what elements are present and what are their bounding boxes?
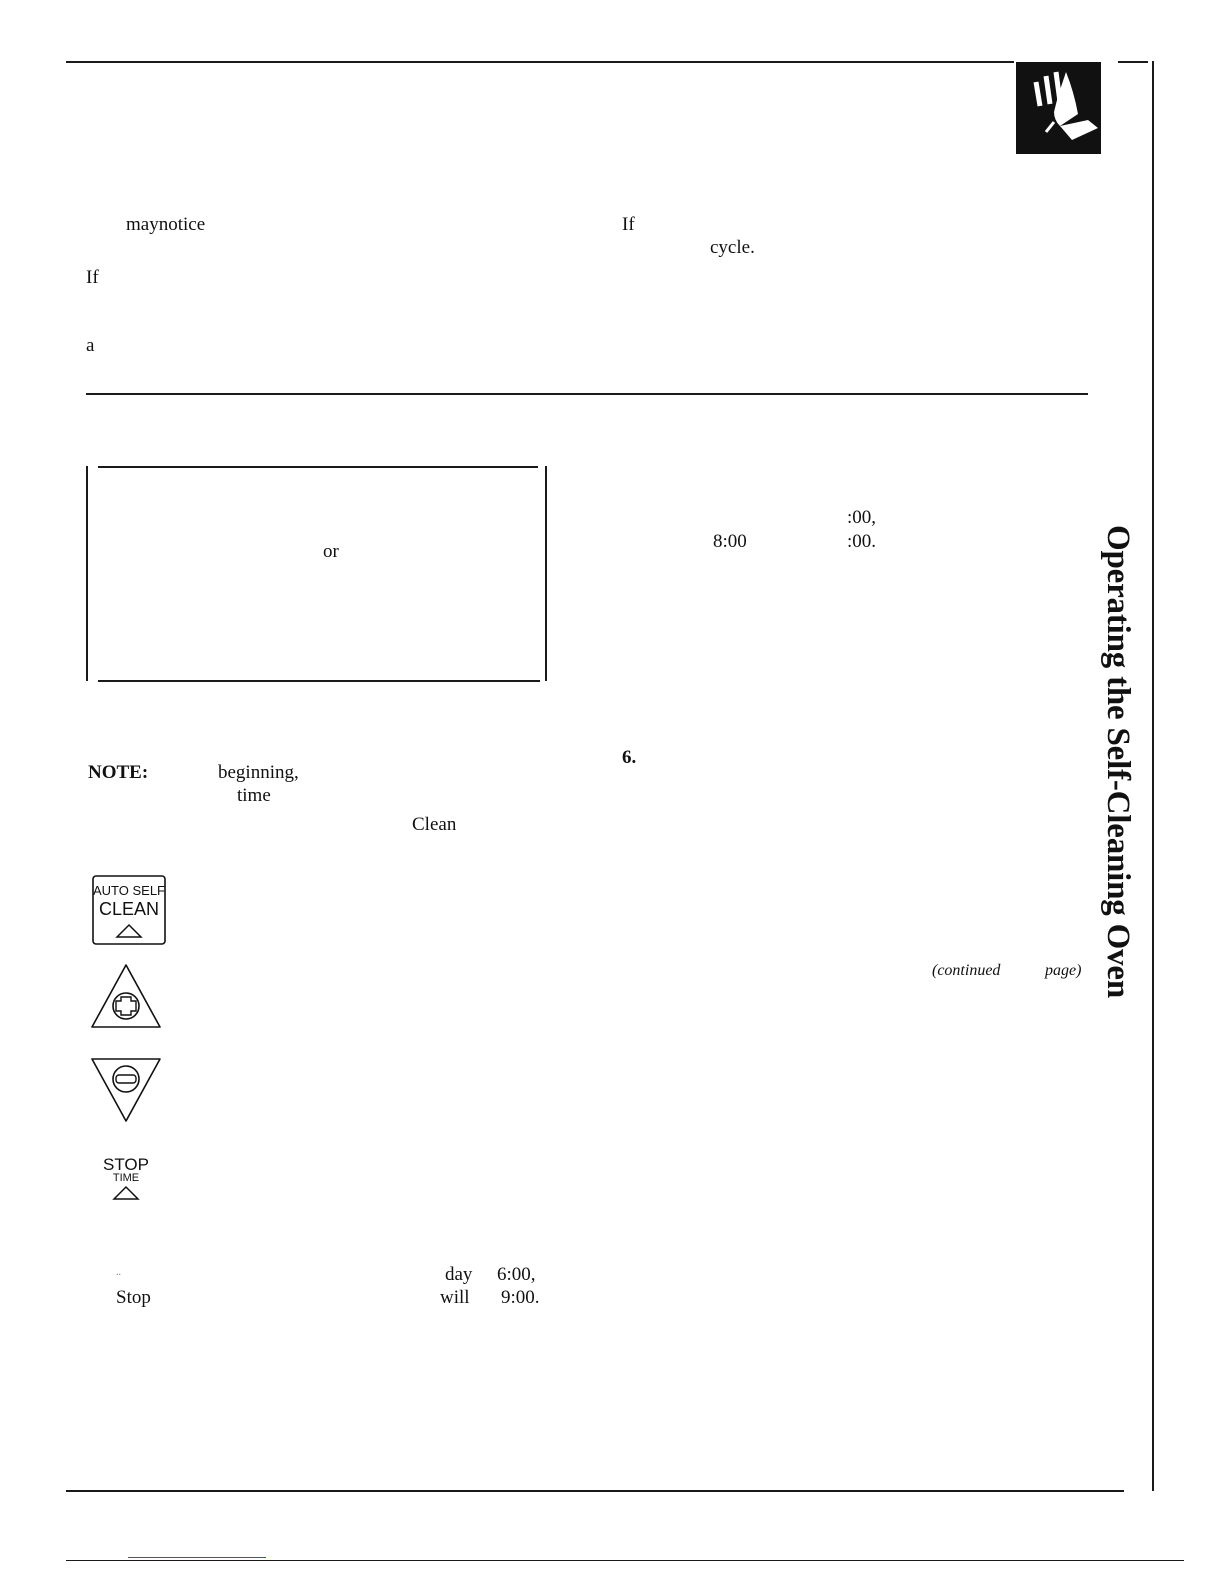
right-mid-time1: :00, — [847, 507, 877, 528]
top-rule-right — [1118, 61, 1148, 63]
right-edge-rule — [1152, 61, 1154, 1491]
example-mark: .. — [116, 1267, 121, 1278]
example-day: day — [445, 1264, 473, 1285]
box-right-edge — [545, 466, 547, 681]
bottom-rule — [66, 1490, 1124, 1492]
box-word: or — [323, 541, 339, 562]
example-will: will — [440, 1287, 470, 1308]
triangle-up-icon — [92, 965, 160, 1027]
stop-time-button[interactable] — [98, 1155, 158, 1203]
right-top-line1: If — [622, 214, 635, 235]
right-top-line2: cycle. — [710, 237, 755, 258]
left-top-line1: maynotice — [126, 214, 206, 235]
minus-button[interactable] — [90, 1057, 162, 1123]
step-number: 6. — [622, 747, 637, 768]
continued-part2: page) — [1045, 962, 1082, 979]
example-time1: 6:00, — [497, 1264, 536, 1285]
left-top-line2: If — [86, 267, 99, 288]
top-rule — [66, 61, 1014, 63]
box-top-edge — [98, 466, 538, 468]
plus-button[interactable] — [90, 963, 162, 1029]
right-mid-time3: :00. — [847, 531, 877, 552]
auto-self-label: AUTO SELF — [92, 883, 165, 898]
section-divider — [86, 393, 1088, 395]
note-word-clean: Clean — [412, 814, 457, 835]
right-mid-time2: 8:00 — [713, 531, 747, 552]
plus-icon — [116, 997, 136, 1015]
triangle-icon — [114, 1187, 138, 1199]
note-label: NOTE: — [88, 762, 149, 783]
note-word-time: time — [237, 785, 271, 806]
section-tab — [1098, 525, 1138, 1025]
bottom-rule-2 — [66, 1560, 1184, 1561]
left-top-line3: a — [86, 335, 95, 356]
note-word-beginning: beginning, — [218, 762, 299, 783]
box-left-edge — [86, 466, 88, 681]
box-bottom-edge — [98, 680, 540, 682]
section-tab-label: Operating the Self-Cleaning Oven — [1100, 525, 1136, 999]
minus-icon — [116, 1075, 136, 1083]
clean-label: CLEAN — [98, 899, 160, 919]
hand-cleaning-icon — [1016, 62, 1101, 154]
continued-part1: (continued — [932, 962, 1001, 979]
example-stop: Stop — [116, 1287, 151, 1308]
triangle-icon — [117, 925, 141, 937]
bottom-accent-rule — [128, 1557, 266, 1558]
auto-self-clean-button[interactable] — [92, 875, 166, 945]
stop-label: STOP — [103, 1155, 149, 1174]
triangle-down-icon — [92, 1059, 160, 1121]
example-time2: 9:00. — [501, 1287, 540, 1308]
time-label: TIME — [112, 1172, 140, 1184]
